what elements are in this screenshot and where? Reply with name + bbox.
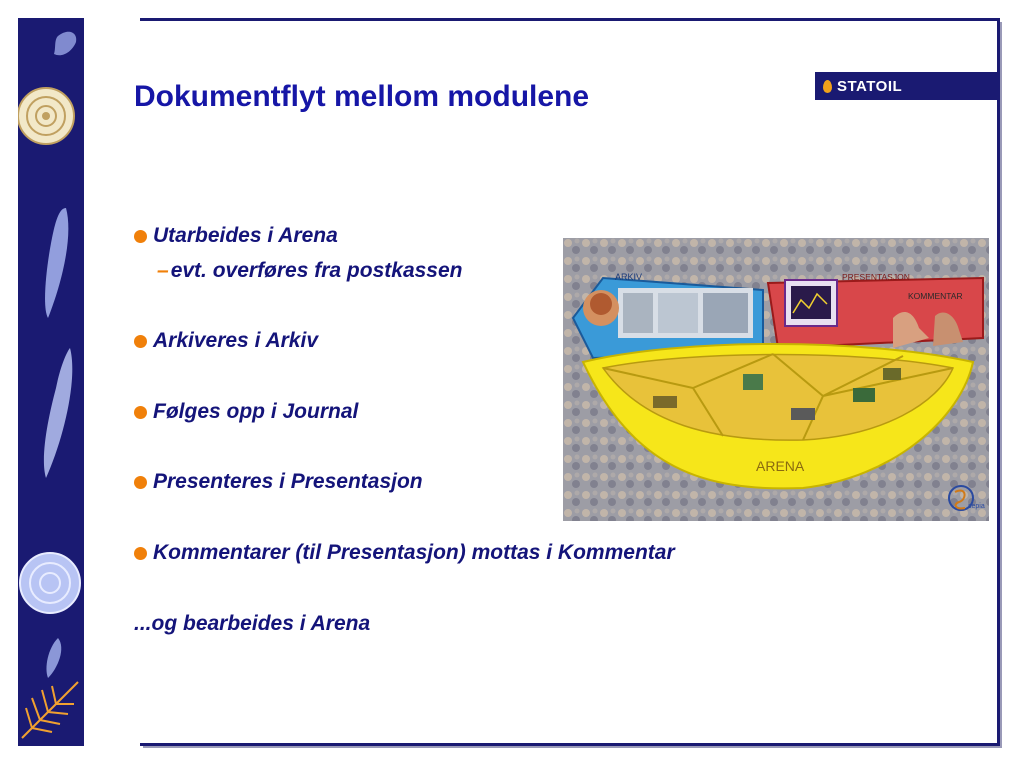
leaf-fossil-icon: [46, 638, 61, 678]
bullet-dot-icon: [134, 335, 147, 348]
arena-label: ARENA: [756, 458, 805, 474]
bullet-text: Følges opp i Journal: [153, 400, 359, 423]
leaf-fossil-icon: [44, 348, 72, 478]
shell-fossil-icon: [18, 88, 74, 144]
bullet-item: [134, 400, 358, 424]
bullet-text: Presenteres i Presentasjon: [153, 470, 423, 493]
sub-bullet-dash: –: [157, 259, 169, 282]
arena-illustration-svg: [563, 238, 989, 521]
leaf-fossil-icon: [45, 208, 68, 318]
closing-text: ...og bearbeides i Arena: [134, 612, 371, 635]
frame-right-shadow: [1000, 22, 1002, 748]
bullet-dot-icon: [134, 476, 147, 489]
bullet-text: Utarbeides i Arena: [153, 224, 338, 247]
bullet-item: [134, 541, 675, 565]
bullet-item: [134, 470, 423, 494]
slide-title: Dokumentflyt mellom modulene: [134, 80, 590, 113]
presentasjon-label: PRESENTASJON: [842, 272, 910, 282]
bullet-text: Arkiveres i Arkiv: [153, 329, 318, 352]
logo-text: STATOIL: [837, 77, 903, 95]
fern-fossil-icon: [22, 682, 78, 738]
closing-line: [134, 612, 370, 636]
decorative-sidebar: [18, 18, 84, 746]
leaf-fossil-icon: [54, 32, 76, 56]
oil-drop-icon: [823, 80, 832, 93]
bullet-item: [134, 224, 338, 248]
sub-bullet-text: evt. overføres fra postkassen: [170, 259, 463, 282]
bullet-dot-icon: [134, 230, 147, 243]
frame-top-line: [140, 18, 1000, 21]
bullet-text: Kommentarer (til Presentasjon) mottas i Kommentar: [153, 541, 675, 564]
shell-fossil-icon: [20, 553, 80, 613]
arkiv-label: ARKIV: [615, 272, 643, 282]
frame-bottom-shadow: [143, 746, 1002, 748]
fossil-decoration: [18, 18, 84, 746]
sub-bullet-item: [157, 259, 462, 283]
bullet-dot-icon: [134, 547, 147, 560]
arena-illustration: [563, 238, 989, 521]
kommentar-label: KOMMENTAR: [908, 291, 963, 301]
bullet-item: [134, 329, 318, 353]
corner-logo-text: sepia: [968, 503, 985, 510]
statoil-logo: [815, 72, 999, 100]
bullet-dot-icon: [134, 406, 147, 419]
presentasjon-module: [768, 272, 983, 348]
